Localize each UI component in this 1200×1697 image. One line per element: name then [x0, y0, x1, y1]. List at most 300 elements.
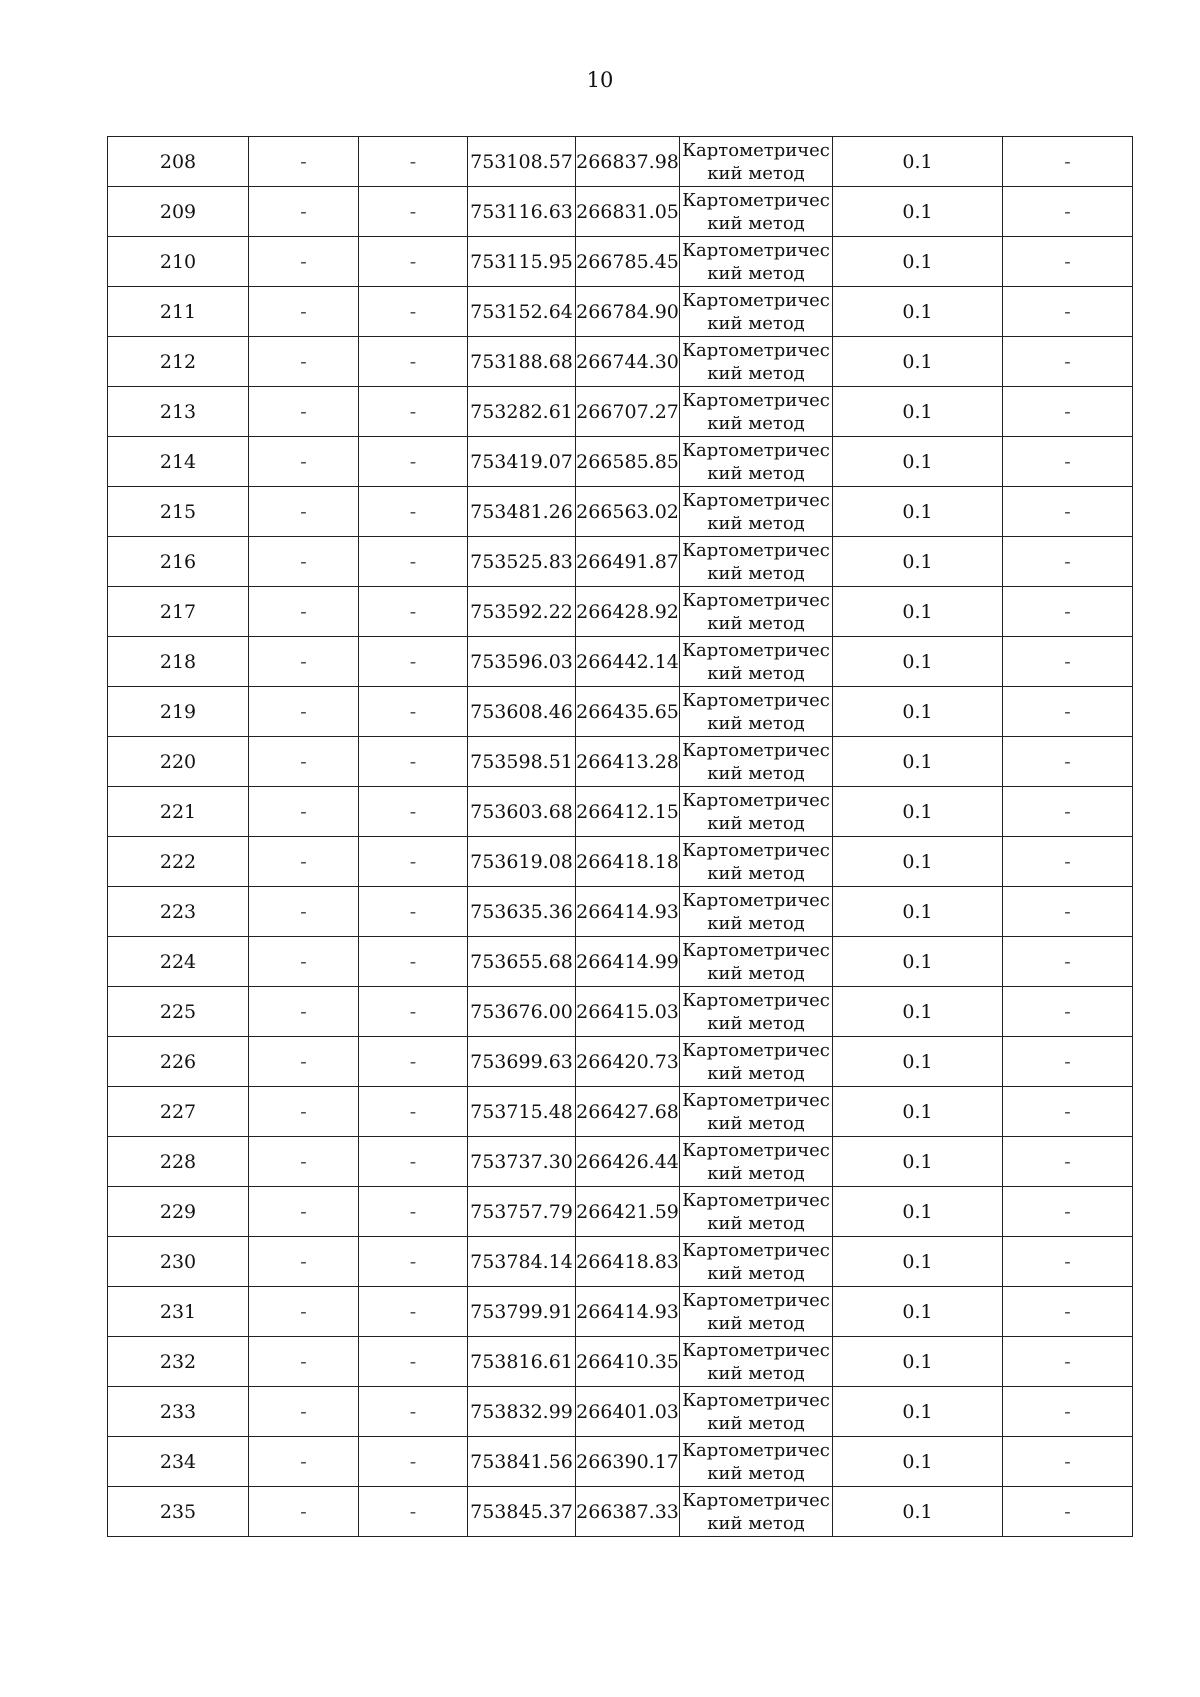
table-row	[108, 1187, 1133, 1237]
empty-coord-x-cell: -	[249, 637, 359, 687]
method-line-1: Картометричес	[682, 589, 830, 611]
table-row	[108, 887, 1133, 937]
empty-coord-y-cell: -	[359, 1037, 468, 1087]
method-line-2: кий метод	[707, 962, 805, 984]
method-cell	[680, 137, 833, 187]
coord-x-cell: 753108.57	[468, 137, 576, 187]
point-number-cell: 218	[108, 637, 249, 687]
description-cell: -	[1003, 137, 1133, 187]
method-cell	[680, 337, 833, 387]
table-row	[108, 1437, 1133, 1487]
empty-coord-y-cell: -	[359, 687, 468, 737]
method-line-1: Картометричес	[682, 1139, 830, 1161]
method-cell	[680, 1337, 833, 1387]
coord-y-cell: 266427.68	[576, 1087, 680, 1137]
coord-y-cell: 266785.45	[576, 237, 680, 287]
point-number-cell: 228	[108, 1137, 249, 1187]
accuracy-cell: 0.1	[833, 887, 1003, 937]
method-line-1: Картометричес	[682, 939, 830, 961]
empty-coord-y-cell: -	[359, 887, 468, 937]
coord-x-cell: 753799.91	[468, 1287, 576, 1337]
method-cell	[680, 437, 833, 487]
empty-coord-y-cell: -	[359, 487, 468, 537]
coord-y-cell: 266831.05	[576, 187, 680, 237]
accuracy-cell: 0.1	[833, 837, 1003, 887]
empty-coord-y-cell: -	[359, 1087, 468, 1137]
empty-coord-x-cell: -	[249, 1337, 359, 1387]
point-number-cell: 222	[108, 837, 249, 887]
method-line-2: кий метод	[707, 1112, 805, 1134]
coord-y-cell: 266585.85	[576, 437, 680, 487]
coord-x-cell: 753816.61	[468, 1337, 576, 1387]
empty-coord-x-cell: -	[249, 487, 359, 537]
description-cell: -	[1003, 1387, 1133, 1437]
empty-coord-y-cell: -	[359, 837, 468, 887]
description-cell: -	[1003, 1287, 1133, 1337]
method-line-1: Картометричес	[682, 339, 830, 361]
coord-y-cell: 266412.15	[576, 787, 680, 837]
coord-y-cell: 266418.83	[576, 1237, 680, 1287]
accuracy-cell: 0.1	[833, 287, 1003, 337]
method-cell	[680, 587, 833, 637]
empty-coord-y-cell: -	[359, 337, 468, 387]
coord-x-cell: 753699.63	[468, 1037, 576, 1087]
description-cell: -	[1003, 287, 1133, 337]
point-number-cell: 230	[108, 1237, 249, 1287]
method-line-1: Картометричес	[682, 239, 830, 261]
method-line-1: Картометричес	[682, 1439, 830, 1461]
table-row	[108, 337, 1133, 387]
empty-coord-x-cell: -	[249, 1487, 359, 1537]
table-row	[108, 1037, 1133, 1087]
table-row	[108, 1087, 1133, 1137]
empty-coord-x-cell: -	[249, 937, 359, 987]
description-cell: -	[1003, 587, 1133, 637]
method-line-1: Картометричес	[682, 989, 830, 1011]
coord-y-cell: 266415.03	[576, 987, 680, 1037]
method-line-1: Картометричес	[682, 1339, 830, 1361]
method-cell	[680, 1437, 833, 1487]
accuracy-cell: 0.1	[833, 1237, 1003, 1287]
method-line-2: кий метод	[707, 912, 805, 934]
coord-x-cell: 753282.61	[468, 387, 576, 437]
method-line-1: Картометричес	[682, 1089, 830, 1111]
coord-y-cell: 266435.65	[576, 687, 680, 737]
accuracy-cell: 0.1	[833, 1087, 1003, 1137]
coord-y-cell: 266413.28	[576, 737, 680, 787]
description-cell: -	[1003, 1437, 1133, 1487]
coord-y-cell: 266387.33	[576, 1487, 680, 1537]
point-number-cell: 224	[108, 937, 249, 987]
point-number-cell: 233	[108, 1387, 249, 1437]
method-cell	[680, 837, 833, 887]
accuracy-cell: 0.1	[833, 1037, 1003, 1087]
method-cell	[680, 1087, 833, 1137]
table-row	[108, 487, 1133, 537]
coord-x-cell: 753737.30	[468, 1137, 576, 1187]
method-line-2: кий метод	[707, 362, 805, 384]
empty-coord-y-cell: -	[359, 1437, 468, 1487]
empty-coord-y-cell: -	[359, 787, 468, 837]
method-line-1: Картометричес	[682, 489, 830, 511]
coord-y-cell: 266744.30	[576, 337, 680, 387]
method-line-2: кий метод	[707, 1412, 805, 1434]
empty-coord-y-cell: -	[359, 387, 468, 437]
empty-coord-y-cell: -	[359, 1137, 468, 1187]
coord-y-cell: 266563.02	[576, 487, 680, 537]
accuracy-cell: 0.1	[833, 437, 1003, 487]
point-number-cell: 216	[108, 537, 249, 587]
empty-coord-y-cell: -	[359, 587, 468, 637]
coord-y-cell: 266390.17	[576, 1437, 680, 1487]
description-cell: -	[1003, 1487, 1133, 1537]
empty-coord-x-cell: -	[249, 387, 359, 437]
coord-x-cell: 753655.68	[468, 937, 576, 987]
method-cell	[680, 1287, 833, 1337]
accuracy-cell: 0.1	[833, 1287, 1003, 1337]
point-number-cell: 221	[108, 787, 249, 837]
description-cell: -	[1003, 687, 1133, 737]
method-line-2: кий метод	[707, 1462, 805, 1484]
coord-x-cell: 753715.48	[468, 1087, 576, 1137]
accuracy-cell: 0.1	[833, 1187, 1003, 1237]
coord-x-cell: 753598.51	[468, 737, 576, 787]
method-line-1: Картометричес	[682, 1289, 830, 1311]
coord-y-cell: 266414.99	[576, 937, 680, 987]
method-line-2: кий метод	[707, 212, 805, 234]
method-line-2: кий метод	[707, 712, 805, 734]
point-number-cell: 229	[108, 1187, 249, 1237]
accuracy-cell: 0.1	[833, 187, 1003, 237]
coord-x-cell: 753603.68	[468, 787, 576, 837]
table-row	[108, 1137, 1133, 1187]
accuracy-cell: 0.1	[833, 1487, 1003, 1537]
method-cell	[680, 787, 833, 837]
method-line-2: кий метод	[707, 1212, 805, 1234]
accuracy-cell: 0.1	[833, 637, 1003, 687]
coord-x-cell: 753596.03	[468, 637, 576, 687]
method-cell	[680, 637, 833, 687]
empty-coord-y-cell: -	[359, 237, 468, 287]
method-line-2: кий метод	[707, 1062, 805, 1084]
empty-coord-x-cell: -	[249, 987, 359, 1037]
point-number-cell: 214	[108, 437, 249, 487]
empty-coord-y-cell: -	[359, 1487, 468, 1537]
method-line-1: Картометричес	[682, 739, 830, 761]
method-line-1: Картометричес	[682, 1489, 830, 1511]
method-line-2: кий метод	[707, 1012, 805, 1034]
page-number: 10	[586, 68, 614, 92]
method-cell	[680, 1387, 833, 1437]
coord-x-cell: 753845.37	[468, 1487, 576, 1537]
method-cell	[680, 1237, 833, 1287]
method-line-2: кий метод	[707, 762, 805, 784]
coord-y-cell: 266420.73	[576, 1037, 680, 1087]
accuracy-cell: 0.1	[833, 1137, 1003, 1187]
point-number-cell: 235	[108, 1487, 249, 1537]
coord-y-cell: 266707.27	[576, 387, 680, 437]
empty-coord-y-cell: -	[359, 437, 468, 487]
empty-coord-y-cell: -	[359, 637, 468, 687]
empty-coord-y-cell: -	[359, 1387, 468, 1437]
method-line-2: кий метод	[707, 812, 805, 834]
method-line-1: Картометричес	[682, 839, 830, 861]
description-cell: -	[1003, 187, 1133, 237]
accuracy-cell: 0.1	[833, 1337, 1003, 1387]
coord-x-cell: 753419.07	[468, 437, 576, 487]
method-line-2: кий метод	[707, 612, 805, 634]
description-cell: -	[1003, 1237, 1133, 1287]
method-line-2: кий метод	[707, 1362, 805, 1384]
method-cell	[680, 887, 833, 937]
method-line-1: Картометричес	[682, 1039, 830, 1061]
coord-x-cell: 753619.08	[468, 837, 576, 887]
method-line-2: кий метод	[707, 1312, 805, 1334]
point-number-cell: 220	[108, 737, 249, 787]
empty-coord-x-cell: -	[249, 1037, 359, 1087]
description-cell: -	[1003, 237, 1133, 287]
coord-x-cell: 753608.46	[468, 687, 576, 737]
empty-coord-y-cell: -	[359, 1237, 468, 1287]
accuracy-cell: 0.1	[833, 687, 1003, 737]
accuracy-cell: 0.1	[833, 537, 1003, 587]
method-cell	[680, 487, 833, 537]
description-cell: -	[1003, 1087, 1133, 1137]
description-cell: -	[1003, 1137, 1133, 1187]
method-line-1: Картометричес	[682, 1239, 830, 1261]
description-cell: -	[1003, 837, 1133, 887]
point-number-cell: 234	[108, 1437, 249, 1487]
coordinates-table	[107, 136, 1133, 1537]
description-cell: -	[1003, 987, 1133, 1037]
table-row	[108, 937, 1133, 987]
empty-coord-x-cell: -	[249, 287, 359, 337]
method-line-2: кий метод	[707, 512, 805, 534]
method-cell	[680, 987, 833, 1037]
method-cell	[680, 537, 833, 587]
coord-y-cell: 266414.93	[576, 1287, 680, 1337]
table-row	[108, 1337, 1133, 1387]
coord-y-cell: 266421.59	[576, 1187, 680, 1237]
coord-y-cell: 266837.98	[576, 137, 680, 187]
accuracy-cell: 0.1	[833, 387, 1003, 437]
coord-x-cell: 753784.14	[468, 1237, 576, 1287]
method-cell	[680, 737, 833, 787]
empty-coord-x-cell: -	[249, 1087, 359, 1137]
method-cell	[680, 1037, 833, 1087]
coord-y-cell: 266426.44	[576, 1137, 680, 1187]
coord-x-cell: 753757.79	[468, 1187, 576, 1237]
table-row	[108, 537, 1133, 587]
empty-coord-y-cell: -	[359, 1287, 468, 1337]
empty-coord-y-cell: -	[359, 537, 468, 587]
point-number-cell: 226	[108, 1037, 249, 1087]
empty-coord-x-cell: -	[249, 137, 359, 187]
method-cell	[680, 287, 833, 337]
description-cell: -	[1003, 437, 1133, 487]
coord-y-cell: 266428.92	[576, 587, 680, 637]
method-cell	[680, 937, 833, 987]
coord-y-cell: 266442.14	[576, 637, 680, 687]
method-line-1: Картометричес	[682, 189, 830, 211]
point-number-cell: 227	[108, 1087, 249, 1137]
method-line-1: Картометричес	[682, 689, 830, 711]
point-number-cell: 210	[108, 237, 249, 287]
empty-coord-x-cell: -	[249, 1287, 359, 1337]
method-line-1: Картометричес	[682, 1189, 830, 1211]
description-cell: -	[1003, 737, 1133, 787]
description-cell: -	[1003, 637, 1133, 687]
method-cell	[680, 237, 833, 287]
accuracy-cell: 0.1	[833, 587, 1003, 637]
coord-x-cell: 753676.00	[468, 987, 576, 1037]
method-cell	[680, 1137, 833, 1187]
description-cell: -	[1003, 337, 1133, 387]
point-number-cell: 223	[108, 887, 249, 937]
method-line-2: кий метод	[707, 412, 805, 434]
coord-x-cell: 753841.56	[468, 1437, 576, 1487]
description-cell: -	[1003, 787, 1133, 837]
method-line-2: кий метод	[707, 862, 805, 884]
accuracy-cell: 0.1	[833, 337, 1003, 387]
point-number-cell: 219	[108, 687, 249, 737]
table-row	[108, 287, 1133, 337]
method-line-2: кий метод	[707, 262, 805, 284]
table-row	[108, 137, 1133, 187]
accuracy-cell: 0.1	[833, 787, 1003, 837]
table-row	[108, 637, 1133, 687]
table-row	[108, 387, 1133, 437]
empty-coord-x-cell: -	[249, 787, 359, 837]
empty-coord-x-cell: -	[249, 1187, 359, 1237]
empty-coord-y-cell: -	[359, 737, 468, 787]
empty-coord-y-cell: -	[359, 187, 468, 237]
coord-x-cell: 753188.68	[468, 337, 576, 387]
accuracy-cell: 0.1	[833, 1437, 1003, 1487]
empty-coord-x-cell: -	[249, 1137, 359, 1187]
table-row	[108, 587, 1133, 637]
empty-coord-x-cell: -	[249, 587, 359, 637]
empty-coord-y-cell: -	[359, 137, 468, 187]
description-cell: -	[1003, 1337, 1133, 1387]
point-number-cell: 232	[108, 1337, 249, 1387]
accuracy-cell: 0.1	[833, 737, 1003, 787]
empty-coord-x-cell: -	[249, 537, 359, 587]
table-row	[108, 1387, 1133, 1437]
method-cell	[680, 187, 833, 237]
method-line-1: Картометричес	[682, 139, 830, 161]
method-cell	[680, 1487, 833, 1537]
empty-coord-y-cell: -	[359, 1337, 468, 1387]
method-line-2: кий метод	[707, 162, 805, 184]
point-number-cell: 213	[108, 387, 249, 437]
empty-coord-x-cell: -	[249, 737, 359, 787]
method-line-1: Картометричес	[682, 789, 830, 811]
coord-y-cell: 266784.90	[576, 287, 680, 337]
method-line-1: Картометричес	[682, 389, 830, 411]
method-line-2: кий метод	[707, 462, 805, 484]
coord-x-cell: 753152.64	[468, 287, 576, 337]
accuracy-cell: 0.1	[833, 487, 1003, 537]
empty-coord-x-cell: -	[249, 1437, 359, 1487]
empty-coord-x-cell: -	[249, 337, 359, 387]
method-line-1: Картометричес	[682, 539, 830, 561]
point-number-cell: 211	[108, 287, 249, 337]
coord-x-cell: 753592.22	[468, 587, 576, 637]
method-line-1: Картометричес	[682, 439, 830, 461]
table-row	[108, 987, 1133, 1037]
table-row	[108, 187, 1133, 237]
description-cell: -	[1003, 1037, 1133, 1087]
empty-coord-x-cell: -	[249, 1237, 359, 1287]
method-line-2: кий метод	[707, 1262, 805, 1284]
coord-x-cell: 753832.99	[468, 1387, 576, 1437]
table-body	[108, 137, 1133, 1537]
method-line-1: Картометричес	[682, 1389, 830, 1411]
empty-coord-x-cell: -	[249, 237, 359, 287]
description-cell: -	[1003, 537, 1133, 587]
method-cell	[680, 387, 833, 437]
point-number-cell: 215	[108, 487, 249, 537]
empty-coord-y-cell: -	[359, 1187, 468, 1237]
empty-coord-x-cell: -	[249, 437, 359, 487]
coord-x-cell: 753525.83	[468, 537, 576, 587]
method-line-2: кий метод	[707, 562, 805, 584]
coord-x-cell: 753635.36	[468, 887, 576, 937]
empty-coord-x-cell: -	[249, 837, 359, 887]
empty-coord-y-cell: -	[359, 937, 468, 987]
table-row	[108, 787, 1133, 837]
coord-x-cell: 753116.63	[468, 187, 576, 237]
method-line-2: кий метод	[707, 1162, 805, 1184]
method-line-1: Картометричес	[682, 639, 830, 661]
table-row	[108, 1237, 1133, 1287]
point-number-cell: 212	[108, 337, 249, 387]
table-row	[108, 1287, 1133, 1337]
description-cell: -	[1003, 387, 1133, 437]
accuracy-cell: 0.1	[833, 987, 1003, 1037]
empty-coord-y-cell: -	[359, 987, 468, 1037]
coord-y-cell: 266410.35	[576, 1337, 680, 1387]
description-cell: -	[1003, 887, 1133, 937]
accuracy-cell: 0.1	[833, 1387, 1003, 1437]
table-row	[108, 737, 1133, 787]
method-line-2: кий метод	[707, 1512, 805, 1534]
table-row	[108, 237, 1133, 287]
point-number-cell: 217	[108, 587, 249, 637]
table-row	[108, 837, 1133, 887]
description-cell: -	[1003, 937, 1133, 987]
method-line-2: кий метод	[707, 662, 805, 684]
description-cell: -	[1003, 487, 1133, 537]
method-line-1: Картометричес	[682, 889, 830, 911]
empty-coord-y-cell: -	[359, 287, 468, 337]
method-line-2: кий метод	[707, 312, 805, 334]
empty-coord-x-cell: -	[249, 687, 359, 737]
coord-y-cell: 266418.18	[576, 837, 680, 887]
point-number-cell: 231	[108, 1287, 249, 1337]
method-cell	[680, 687, 833, 737]
point-number-cell: 209	[108, 187, 249, 237]
coord-y-cell: 266491.87	[576, 537, 680, 587]
empty-coord-x-cell: -	[249, 187, 359, 237]
accuracy-cell: 0.1	[833, 937, 1003, 987]
description-cell: -	[1003, 1187, 1133, 1237]
point-number-cell: 208	[108, 137, 249, 187]
coord-x-cell: 753115.95	[468, 237, 576, 287]
coord-y-cell: 266401.03	[576, 1387, 680, 1437]
table-row	[108, 687, 1133, 737]
